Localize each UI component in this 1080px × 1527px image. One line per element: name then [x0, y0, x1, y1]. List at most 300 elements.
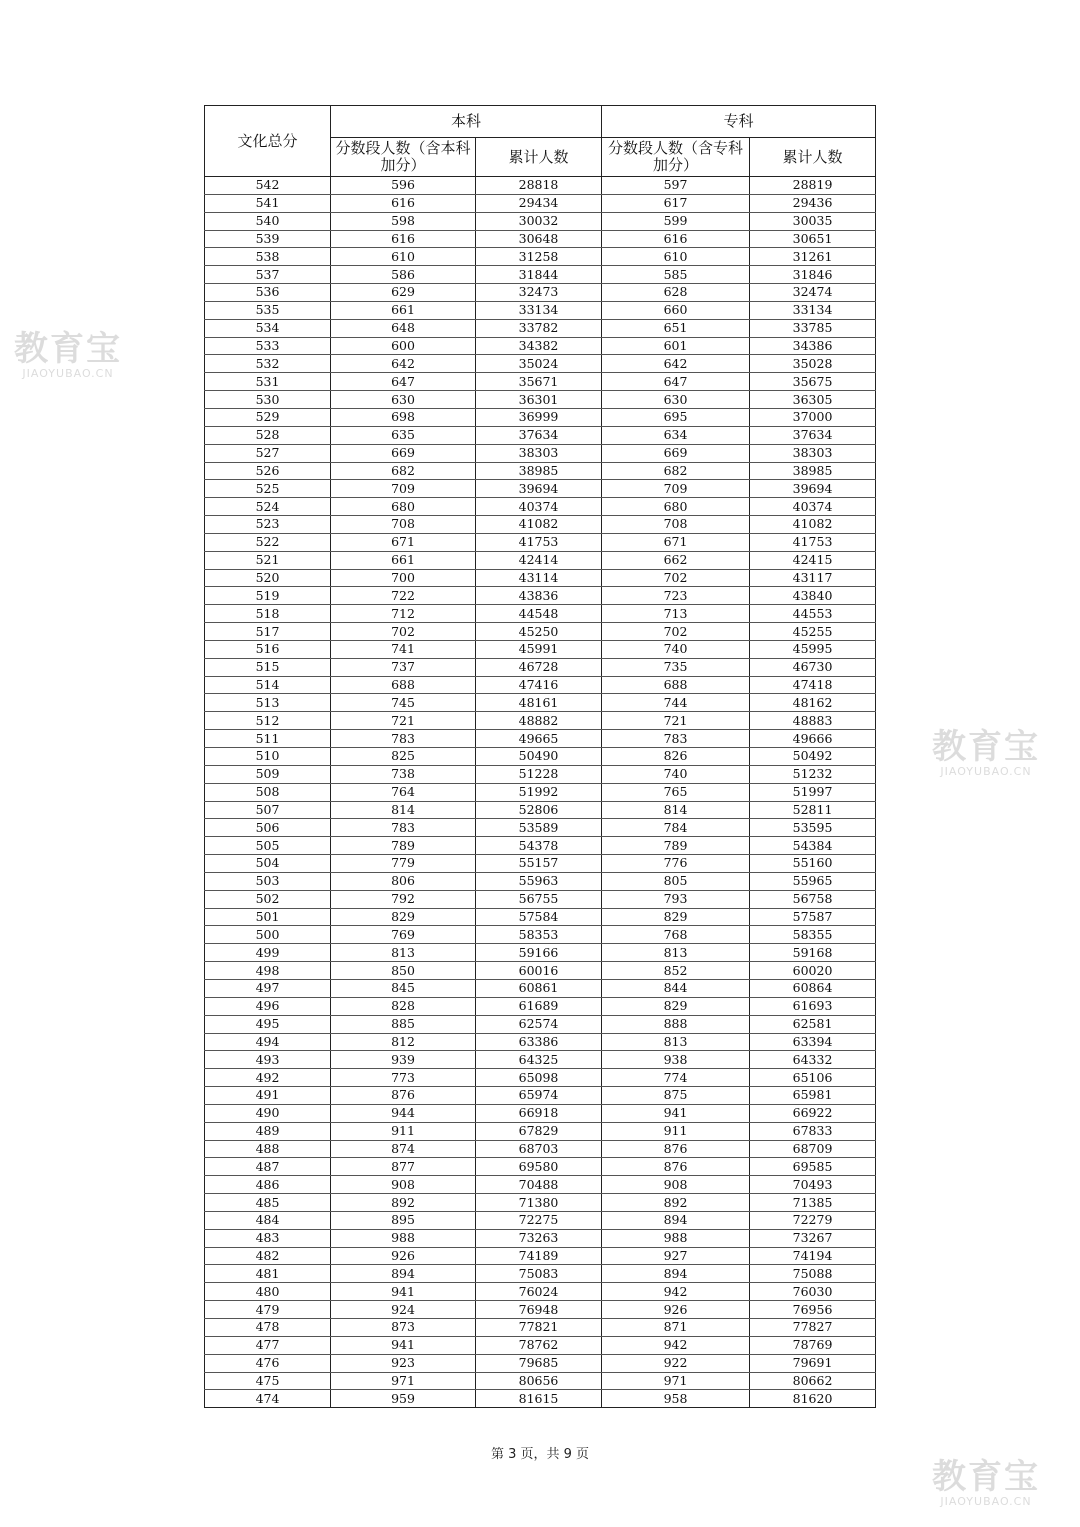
cell-junior-count: 783: [602, 730, 750, 748]
cell-undergrad-cumulative: 69580: [476, 1158, 602, 1176]
cell-undergrad-cumulative: 68703: [476, 1140, 602, 1158]
cell-undergrad-count: 616: [331, 230, 476, 248]
cell-total-score: 524: [205, 498, 331, 516]
cell-junior-count: 702: [602, 623, 750, 641]
cell-undergrad-count: 709: [331, 480, 476, 498]
cell-junior-count: 617: [602, 194, 750, 212]
cell-junior-count: 671: [602, 533, 750, 551]
table-row: [205, 533, 876, 551]
table-row: [205, 890, 876, 908]
watermark-domain: JIAOYUBAO.CN: [940, 1495, 1032, 1508]
cell-undergrad-count: 806: [331, 872, 476, 890]
table-row: [205, 1319, 876, 1337]
cell-junior-count: 634: [602, 426, 750, 444]
cell-undergrad-cumulative: 71380: [476, 1194, 602, 1212]
cell-junior-cumulative: 43117: [750, 569, 876, 587]
table-row: [205, 730, 876, 748]
table-row: [205, 1301, 876, 1319]
table-row: [205, 319, 876, 337]
cell-junior-cumulative: 60864: [750, 979, 876, 997]
cell-total-score: 521: [205, 551, 331, 569]
cell-total-score: 489: [205, 1122, 331, 1140]
cell-junior-cumulative: 51232: [750, 765, 876, 783]
cell-undergrad-cumulative: 51992: [476, 783, 602, 801]
cell-total-score: 540: [205, 212, 331, 230]
table-row: [205, 1158, 876, 1176]
cell-junior-cumulative: 81620: [750, 1390, 876, 1408]
cell-total-score: 486: [205, 1176, 331, 1194]
cell-undergrad-count: 647: [331, 373, 476, 391]
cell-undergrad-cumulative: 65974: [476, 1087, 602, 1105]
cell-total-score: 519: [205, 587, 331, 605]
table-row: [205, 1176, 876, 1194]
cell-undergrad-count: 700: [331, 569, 476, 587]
cell-junior-cumulative: 45995: [750, 640, 876, 658]
cell-junior-cumulative: 41082: [750, 516, 876, 534]
cell-undergrad-cumulative: 31844: [476, 266, 602, 284]
cell-total-score: 506: [205, 819, 331, 837]
cell-total-score: 518: [205, 605, 331, 623]
page-footer: 第 3 页，共 9 页: [490, 1447, 590, 1462]
cell-junior-cumulative: 35675: [750, 373, 876, 391]
cell-undergrad-cumulative: 59166: [476, 944, 602, 962]
table-row: [205, 997, 876, 1015]
cell-junior-cumulative: 38985: [750, 462, 876, 480]
cell-junior-count: 876: [602, 1140, 750, 1158]
table-row: [205, 230, 876, 248]
cell-undergrad-cumulative: 56755: [476, 890, 602, 908]
cell-junior-count: 680: [602, 498, 750, 516]
table-row: [205, 408, 876, 426]
cell-junior-cumulative: 48883: [750, 712, 876, 730]
cell-junior-cumulative: 32474: [750, 284, 876, 302]
cell-junior-count: 813: [602, 1033, 750, 1051]
cell-junior-cumulative: 28819: [750, 177, 876, 195]
cell-undergrad-cumulative: 44548: [476, 605, 602, 623]
cell-junior-cumulative: 33134: [750, 301, 876, 319]
cell-junior-count: 938: [602, 1051, 750, 1069]
cell-junior-cumulative: 58355: [750, 926, 876, 944]
watermark-domain: JIAOYUBAO.CN: [940, 765, 1032, 778]
cell-total-score: 499: [205, 944, 331, 962]
table-row: [205, 1069, 876, 1087]
cell-junior-cumulative: 30651: [750, 230, 876, 248]
cell-undergrad-count: 596: [331, 177, 476, 195]
cell-total-score: 510: [205, 748, 331, 766]
cell-total-score: 484: [205, 1211, 331, 1229]
cell-junior-count: 630: [602, 391, 750, 409]
cell-junior-count: 911: [602, 1122, 750, 1140]
cell-undergrad-cumulative: 45991: [476, 640, 602, 658]
cell-junior-cumulative: 46730: [750, 658, 876, 676]
table-row: [205, 355, 876, 373]
cell-junior-count: 871: [602, 1319, 750, 1337]
table-row: [205, 1247, 876, 1265]
cell-total-score: 476: [205, 1354, 331, 1372]
cell-undergrad-count: 745: [331, 694, 476, 712]
cell-junior-count: 713: [602, 605, 750, 623]
table-row: [205, 640, 876, 658]
cell-undergrad-cumulative: 70488: [476, 1176, 602, 1194]
cell-undergrad-cumulative: 60861: [476, 979, 602, 997]
watermark-logo-text: 教育宝: [14, 329, 122, 369]
cell-undergrad-cumulative: 50490: [476, 748, 602, 766]
cell-total-score: 490: [205, 1104, 331, 1122]
cell-total-score: 491: [205, 1087, 331, 1105]
cell-undergrad-count: 708: [331, 516, 476, 534]
cell-undergrad-cumulative: 28818: [476, 177, 602, 195]
cell-junior-count: 669: [602, 444, 750, 462]
cell-junior-count: 709: [602, 480, 750, 498]
cell-undergrad-cumulative: 74189: [476, 1247, 602, 1265]
cell-total-score: 533: [205, 337, 331, 355]
cell-undergrad-cumulative: 32473: [476, 284, 602, 302]
cell-undergrad-cumulative: 65098: [476, 1069, 602, 1087]
cell-total-score: 522: [205, 533, 331, 551]
cell-total-score: 502: [205, 890, 331, 908]
cell-undergrad-cumulative: 43836: [476, 587, 602, 605]
cell-total-score: 493: [205, 1051, 331, 1069]
cell-junior-count: 768: [602, 926, 750, 944]
cell-junior-cumulative: 65106: [750, 1069, 876, 1087]
cell-junior-cumulative: 55160: [750, 855, 876, 873]
cell-junior-count: 702: [602, 569, 750, 587]
table-row: [205, 872, 876, 890]
cell-undergrad-cumulative: 80656: [476, 1372, 602, 1390]
cell-undergrad-cumulative: 29434: [476, 194, 602, 212]
cell-undergrad-cumulative: 48161: [476, 694, 602, 712]
cell-undergrad-count: 944: [331, 1104, 476, 1122]
cell-total-score: 530: [205, 391, 331, 409]
header-junior-count: 分数段人数（含专科加分）: [602, 138, 750, 177]
cell-undergrad-cumulative: 45250: [476, 623, 602, 641]
cell-junior-count: 813: [602, 944, 750, 962]
cell-undergrad-count: 926: [331, 1247, 476, 1265]
cell-junior-cumulative: 72279: [750, 1211, 876, 1229]
cell-junior-count: 958: [602, 1390, 750, 1408]
cell-junior-count: 826: [602, 748, 750, 766]
cell-undergrad-cumulative: 58353: [476, 926, 602, 944]
cell-junior-count: 844: [602, 979, 750, 997]
table-row: [205, 1265, 876, 1283]
cell-undergrad-cumulative: 55963: [476, 872, 602, 890]
cell-undergrad-cumulative: 43114: [476, 569, 602, 587]
cell-junior-count: 740: [602, 765, 750, 783]
cell-undergrad-count: 792: [331, 890, 476, 908]
cell-undergrad-count: 911: [331, 1122, 476, 1140]
cell-undergrad-cumulative: 33782: [476, 319, 602, 337]
cell-junior-count: 647: [602, 373, 750, 391]
cell-undergrad-cumulative: 62574: [476, 1015, 602, 1033]
cell-junior-cumulative: 45255: [750, 623, 876, 641]
cell-junior-cumulative: 41753: [750, 533, 876, 551]
cell-undergrad-cumulative: 34382: [476, 337, 602, 355]
cell-total-score: 495: [205, 1015, 331, 1033]
table-row: [205, 712, 876, 730]
cell-undergrad-cumulative: 49665: [476, 730, 602, 748]
cell-undergrad-count: 688: [331, 676, 476, 694]
cell-undergrad-cumulative: 63386: [476, 1033, 602, 1051]
cell-junior-count: 610: [602, 248, 750, 266]
cell-total-score: 508: [205, 783, 331, 801]
header-junior-cumulative: 累计人数: [750, 138, 876, 177]
table-row: [205, 676, 876, 694]
cell-junior-count: 942: [602, 1283, 750, 1301]
table-row: [205, 212, 876, 230]
cell-undergrad-cumulative: 39694: [476, 480, 602, 498]
header-undergrad-count: 分数段人数（含本科加分）: [331, 138, 476, 177]
cell-junior-count: 784: [602, 819, 750, 837]
cell-total-score: 474: [205, 1390, 331, 1408]
cell-total-score: 531: [205, 373, 331, 391]
cell-undergrad-cumulative: 55157: [476, 855, 602, 873]
cell-undergrad-cumulative: 66918: [476, 1104, 602, 1122]
table-row: [205, 801, 876, 819]
cell-junior-count: 852: [602, 962, 750, 980]
header-group-junior: 专科: [602, 106, 876, 138]
cell-junior-cumulative: 53595: [750, 819, 876, 837]
cell-total-score: 527: [205, 444, 331, 462]
cell-total-score: 497: [205, 979, 331, 997]
cell-total-score: 536: [205, 284, 331, 302]
cell-junior-cumulative: 57587: [750, 908, 876, 926]
table-row: [205, 926, 876, 944]
table-row: [205, 194, 876, 212]
cell-undergrad-count: 610: [331, 248, 476, 266]
cell-junior-cumulative: 51997: [750, 783, 876, 801]
cell-undergrad-cumulative: 36301: [476, 391, 602, 409]
table-row: [205, 284, 876, 302]
cell-junior-cumulative: 31846: [750, 266, 876, 284]
cell-junior-count: 740: [602, 640, 750, 658]
cell-undergrad-cumulative: 51228: [476, 765, 602, 783]
cell-undergrad-cumulative: 64325: [476, 1051, 602, 1069]
cell-undergrad-cumulative: 35671: [476, 373, 602, 391]
cell-undergrad-count: 648: [331, 319, 476, 337]
table-row: [205, 837, 876, 855]
cell-junior-count: 765: [602, 783, 750, 801]
cell-total-score: 520: [205, 569, 331, 587]
cell-junior-cumulative: 40374: [750, 498, 876, 516]
cell-total-score: 475: [205, 1372, 331, 1390]
table-row: [205, 516, 876, 534]
cell-total-score: 479: [205, 1301, 331, 1319]
table-row: [205, 1087, 876, 1105]
table-row: [205, 1390, 876, 1408]
cell-junior-cumulative: 33785: [750, 319, 876, 337]
table-row: [205, 1354, 876, 1372]
cell-junior-count: 894: [602, 1211, 750, 1229]
cell-junior-cumulative: 37634: [750, 426, 876, 444]
cell-junior-count: 941: [602, 1104, 750, 1122]
cell-junior-cumulative: 29436: [750, 194, 876, 212]
cell-junior-count: 662: [602, 551, 750, 569]
cell-junior-count: 774: [602, 1069, 750, 1087]
cell-total-score: 513: [205, 694, 331, 712]
header-undergrad-cumulative: 累计人数: [476, 138, 602, 177]
cell-total-score: 507: [205, 801, 331, 819]
cell-undergrad-count: 789: [331, 837, 476, 855]
cell-undergrad-count: 850: [331, 962, 476, 980]
watermark-bottom-right: [926, 1458, 1046, 1508]
cell-junior-count: 776: [602, 855, 750, 873]
cell-junior-count: 735: [602, 658, 750, 676]
cell-total-score: 481: [205, 1265, 331, 1283]
cell-total-score: 526: [205, 462, 331, 480]
cell-undergrad-count: 941: [331, 1336, 476, 1354]
cell-junior-cumulative: 62581: [750, 1015, 876, 1033]
cell-undergrad-cumulative: 72275: [476, 1211, 602, 1229]
cell-junior-count: 793: [602, 890, 750, 908]
cell-undergrad-cumulative: 35024: [476, 355, 602, 373]
cell-undergrad-count: 682: [331, 462, 476, 480]
cell-junior-cumulative: 31261: [750, 248, 876, 266]
cell-junior-count: 599: [602, 212, 750, 230]
cell-undergrad-count: 923: [331, 1354, 476, 1372]
cell-undergrad-count: 908: [331, 1176, 476, 1194]
cell-total-score: 498: [205, 962, 331, 980]
cell-junior-cumulative: 43840: [750, 587, 876, 605]
table-row: [205, 1051, 876, 1069]
cell-junior-count: 814: [602, 801, 750, 819]
cell-total-score: 485: [205, 1194, 331, 1212]
table-body: [205, 177, 876, 1408]
cell-undergrad-cumulative: 37634: [476, 426, 602, 444]
cell-junior-cumulative: 48162: [750, 694, 876, 712]
table-row: [205, 765, 876, 783]
cell-undergrad-count: 924: [331, 1301, 476, 1319]
cell-total-score: 483: [205, 1229, 331, 1247]
table-row: [205, 979, 876, 997]
cell-undergrad-cumulative: 81615: [476, 1390, 602, 1408]
table-row: [205, 462, 876, 480]
cell-undergrad-count: 845: [331, 979, 476, 997]
cell-undergrad-count: 680: [331, 498, 476, 516]
table-row: [205, 748, 876, 766]
table-row: [205, 1033, 876, 1051]
cell-undergrad-cumulative: 79685: [476, 1354, 602, 1372]
cell-junior-count: 908: [602, 1176, 750, 1194]
cell-junior-count: 688: [602, 676, 750, 694]
cell-undergrad-cumulative: 60016: [476, 962, 602, 980]
cell-undergrad-count: 892: [331, 1194, 476, 1212]
cell-total-score: 494: [205, 1033, 331, 1051]
cell-undergrad-count: 661: [331, 301, 476, 319]
table-row: [205, 623, 876, 641]
cell-undergrad-count: 698: [331, 408, 476, 426]
cell-junior-cumulative: 70493: [750, 1176, 876, 1194]
cell-junior-cumulative: 63394: [750, 1033, 876, 1051]
cell-undergrad-cumulative: 48882: [476, 712, 602, 730]
cell-junior-count: 894: [602, 1265, 750, 1283]
table-header: [205, 106, 876, 177]
cell-undergrad-cumulative: 30032: [476, 212, 602, 230]
cell-junior-count: 628: [602, 284, 750, 302]
cell-total-score: 532: [205, 355, 331, 373]
cell-undergrad-count: 630: [331, 391, 476, 409]
table-row: [205, 498, 876, 516]
cell-junior-cumulative: 44553: [750, 605, 876, 623]
cell-undergrad-cumulative: 33134: [476, 301, 602, 319]
cell-junior-cumulative: 68709: [750, 1140, 876, 1158]
cell-undergrad-cumulative: 38303: [476, 444, 602, 462]
watermark-logo-text: 教育宝: [932, 1457, 1040, 1497]
cell-undergrad-cumulative: 31258: [476, 248, 602, 266]
cell-undergrad-count: 671: [331, 533, 476, 551]
cell-total-score: 482: [205, 1247, 331, 1265]
cell-junior-count: 585: [602, 266, 750, 284]
table-row: [205, 569, 876, 587]
cell-total-score: 541: [205, 194, 331, 212]
table-row: [205, 855, 876, 873]
cell-undergrad-count: 661: [331, 551, 476, 569]
cell-junior-count: 616: [602, 230, 750, 248]
watermark-domain: JIAOYUBAO.CN: [22, 367, 114, 380]
cell-undergrad-cumulative: 41753: [476, 533, 602, 551]
cell-undergrad-count: 635: [331, 426, 476, 444]
cell-undergrad-cumulative: 42414: [476, 551, 602, 569]
table-row: [205, 694, 876, 712]
cell-total-score: 515: [205, 658, 331, 676]
cell-junior-cumulative: 73267: [750, 1229, 876, 1247]
cell-undergrad-count: 971: [331, 1372, 476, 1390]
cell-undergrad-count: 779: [331, 855, 476, 873]
cell-total-score: 511: [205, 730, 331, 748]
cell-undergrad-count: 783: [331, 730, 476, 748]
cell-junior-cumulative: 65981: [750, 1087, 876, 1105]
cell-total-score: 535: [205, 301, 331, 319]
table-row: [205, 587, 876, 605]
table-row: [205, 426, 876, 444]
cell-junior-count: 744: [602, 694, 750, 712]
table-row: [205, 1283, 876, 1301]
table-row: [205, 1336, 876, 1354]
cell-undergrad-cumulative: 61689: [476, 997, 602, 1015]
cell-undergrad-count: 873: [331, 1319, 476, 1337]
table-row: [205, 1122, 876, 1140]
cell-total-score: 542: [205, 177, 331, 195]
cell-undergrad-count: 586: [331, 266, 476, 284]
cell-junior-count: 721: [602, 712, 750, 730]
cell-undergrad-count: 874: [331, 1140, 476, 1158]
cell-junior-count: 876: [602, 1158, 750, 1176]
table-row: [205, 444, 876, 462]
table-row: [205, 908, 876, 926]
cell-junior-count: 601: [602, 337, 750, 355]
cell-junior-cumulative: 47418: [750, 676, 876, 694]
cell-undergrad-count: 876: [331, 1087, 476, 1105]
cell-undergrad-cumulative: 75083: [476, 1265, 602, 1283]
cell-junior-count: 789: [602, 837, 750, 855]
cell-total-score: 496: [205, 997, 331, 1015]
cell-junior-cumulative: 49666: [750, 730, 876, 748]
cell-junior-cumulative: 79691: [750, 1354, 876, 1372]
cell-undergrad-count: 813: [331, 944, 476, 962]
cell-junior-cumulative: 34386: [750, 337, 876, 355]
cell-total-score: 480: [205, 1283, 331, 1301]
cell-total-score: 488: [205, 1140, 331, 1158]
cell-total-score: 528: [205, 426, 331, 444]
cell-junior-cumulative: 75088: [750, 1265, 876, 1283]
cell-junior-count: 971: [602, 1372, 750, 1390]
table-row: [205, 337, 876, 355]
cell-junior-count: 695: [602, 408, 750, 426]
watermark-left: [8, 330, 128, 380]
cell-undergrad-count: 598: [331, 212, 476, 230]
cell-undergrad-cumulative: 47416: [476, 676, 602, 694]
cell-undergrad-cumulative: 38985: [476, 462, 602, 480]
cell-undergrad-cumulative: 78762: [476, 1336, 602, 1354]
